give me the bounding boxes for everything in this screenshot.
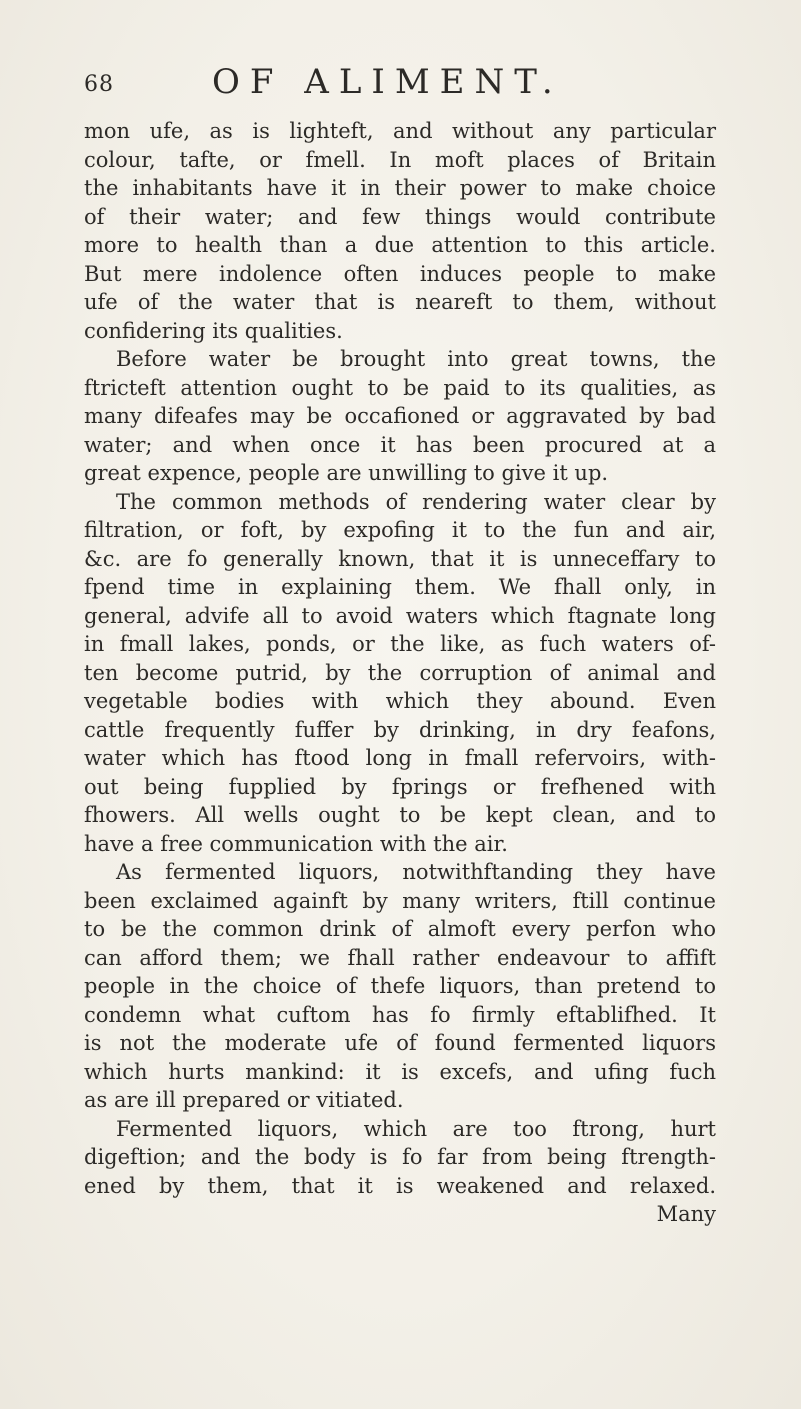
text-line: to be the common drink of almoft every perfon who [84, 917, 716, 941]
text-line: which hurts mankind: it is excefs, and ufing fuch [84, 1059, 716, 1084]
text-line: general, advife all to avoid waters which ftagnate long [84, 603, 716, 628]
text-line: cattle frequently fuffer by drinking, in dry feafons, [84, 717, 716, 742]
text-line: fhowers. All wells ought to be kept clean, and to [84, 803, 716, 827]
text-line: is not the moderate ufe of found fermented liquors [84, 1031, 716, 1055]
running-title: OF ALIMENT. [212, 62, 563, 102]
text-line: condemn what cuftom has fo firmly eftablifhed. It [84, 1002, 716, 1027]
text-line: Fermented liquors, which are too ftrong, hurt [116, 1116, 716, 1141]
text-line: But mere indolence often induces people to make [84, 261, 716, 286]
text-line: have a free communication with the air. [84, 831, 508, 856]
text-line: been exclaimed againft by many writers, ftill continue [84, 888, 716, 913]
text-line: can afford them; we fhall rather endeavour to affift [84, 945, 716, 970]
text-line: vegetable bodies with which they abound. Even [84, 689, 716, 713]
text-line: As fermented liquors, notwithftanding they have [116, 860, 716, 884]
text-line: great expence, people are unwilling to give it up. [84, 461, 609, 485]
text-line: as are ill prepared or vitiated. [84, 1088, 404, 1112]
text-line: The common methods of rendering water clear by [116, 489, 716, 514]
text-line: water; and when once it has been procured at a [84, 432, 716, 457]
text-line: many difeafes may be occafioned or aggravated by bad [84, 404, 716, 428]
text-line: ftricteft attention ought to be paid to its qualities, as [84, 375, 716, 400]
page-header [84, 62, 724, 102]
text-line: &c. are fo generally known, that it is unneceffary to [84, 546, 716, 571]
page-number: 68 [84, 72, 114, 97]
text-line: water which has ftood long in fmall refervoirs, with- [84, 746, 716, 770]
text-line: more to health than a due attention to this article. [84, 233, 716, 257]
text-line: ufe of the water that is neareft to them, without [84, 290, 716, 314]
text-line: ten become putrid, by the corruption of animal and [84, 660, 716, 685]
text-line: mon ufe, as is lighteft, and without any particular [84, 119, 716, 143]
text-line: Before water be brought into great towns, the [116, 347, 716, 371]
body-text [84, 117, 716, 1229]
text-line: filtration, or foft, by expofing it to the fun and air, [84, 518, 716, 542]
text-line: digeftion; and the body is fo far from being ftrength- [84, 1145, 716, 1169]
text-line: ened by them, that it is weakened and relaxed. [84, 1173, 716, 1198]
text-line: in fmall lakes, ponds, or the like, as fuch waters of- [84, 632, 716, 656]
text-line: colour, tafte, or fmell. In moft places of Britain [84, 147, 716, 172]
text-line: people in the choice of thefe liquors, than pretend to [84, 974, 716, 998]
text-line: of their water; and few things would contribute [84, 204, 716, 229]
catchword: Many [656, 1202, 716, 1226]
text-line: fpend time in explaining them. We fhall only, in [84, 575, 716, 599]
text-line: out being fupplied by fprings or frefhened with [84, 774, 716, 799]
text-line: confidering its qualities. [84, 318, 343, 343]
text-line: the inhabitants have it in their power to make choice [84, 176, 716, 200]
